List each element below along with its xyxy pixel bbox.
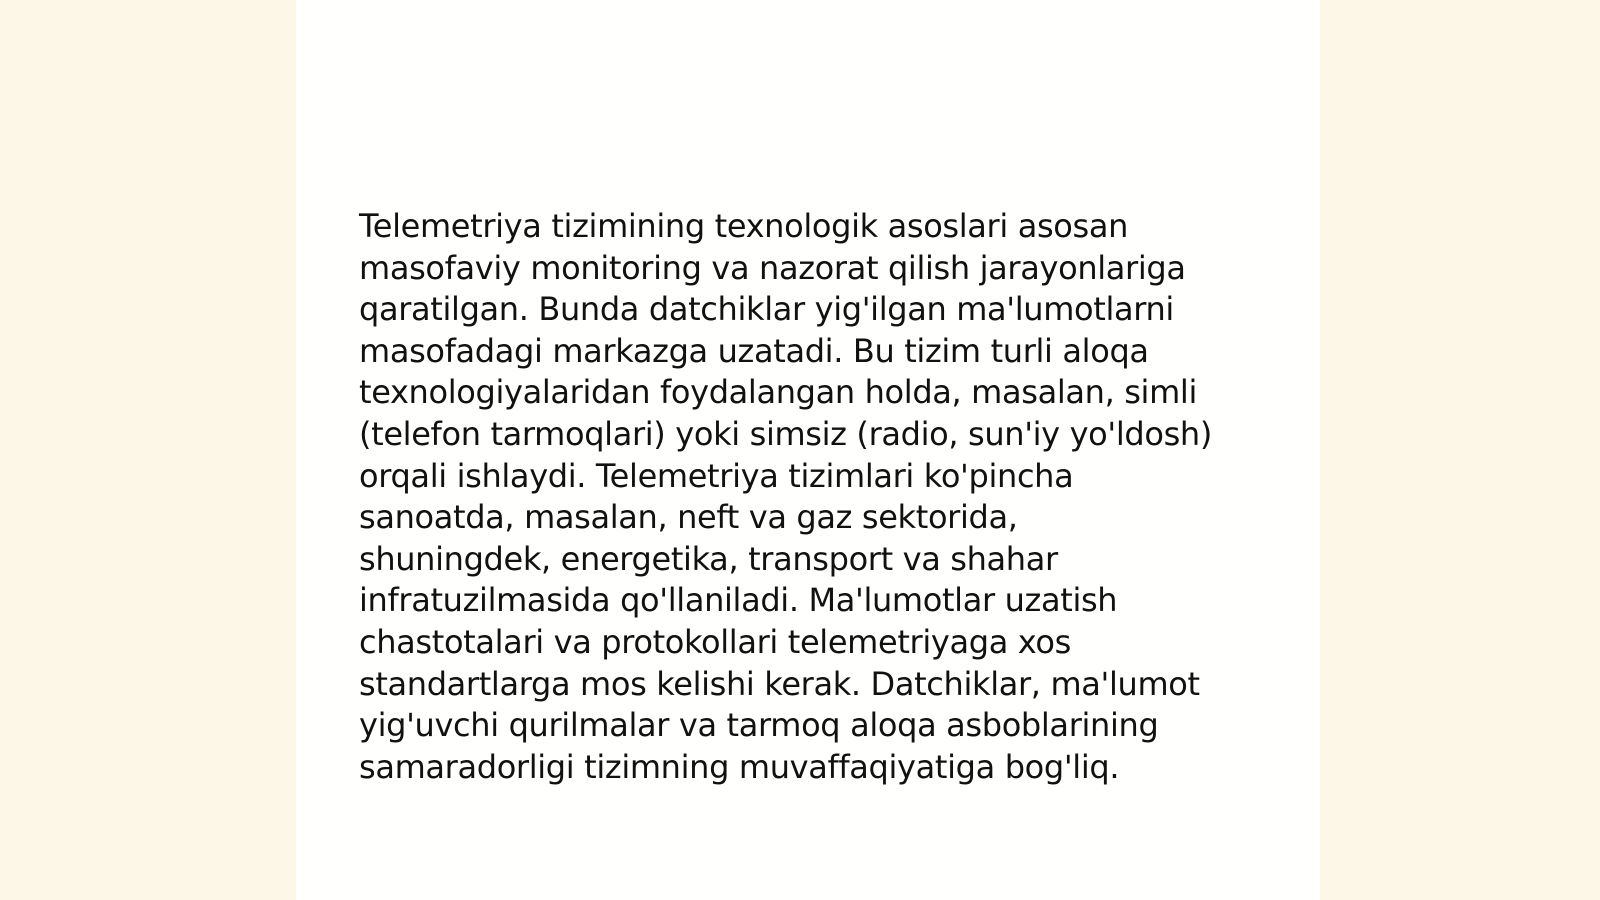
paragraph-line: shuningdek, energetika, transport va shahar	[359, 539, 1058, 578]
document-page	[296, 0, 1320, 900]
paragraph-line: (telefon tarmoqlari) yoki simsiz (radio, sun'iy yo'ldosh)	[359, 414, 1212, 453]
paragraph-line: sanoatda, masalan, neft va gaz sektorida,	[359, 498, 1018, 537]
paragraph-line: masofaviy monitoring va nazorat qilish jarayonlariga	[359, 248, 1186, 287]
paragraph-line: texnologiyalaridan foydalangan holda, masalan, simli	[359, 373, 1197, 412]
paragraph-line: chastotalari va protokollari telemetriyaga xos	[359, 622, 1071, 661]
paragraph-line: yig'uvchi qurilmalar va tarmoq aloqa asboblarining	[359, 706, 1159, 745]
paragraph-line: orqali ishlaydi. Telemetriya tizimlari ko'pincha	[359, 456, 1074, 495]
paragraph-line: Telemetriya tizimining texnologik asoslari asosan	[359, 207, 1129, 245]
body-paragraph	[359, 206, 1259, 788]
paragraph-line: samaradorligi tizimning muvaffaqiyatiga bog'liq.	[359, 747, 1120, 786]
paragraph-line: infratuzilmasida qo'llaniladi. Ma'lumotlar uzatish	[359, 581, 1118, 620]
paragraph-line: masofadagi markazga uzatadi. Bu tizim turli aloqa	[359, 331, 1149, 370]
paragraph-line: qaratilgan. Bunda datchiklar yig'ilgan ma'lumotlarni	[359, 290, 1174, 329]
paragraph-line: standartlarga mos kelishi kerak. Datchiklar, ma'lumot	[359, 664, 1200, 703]
